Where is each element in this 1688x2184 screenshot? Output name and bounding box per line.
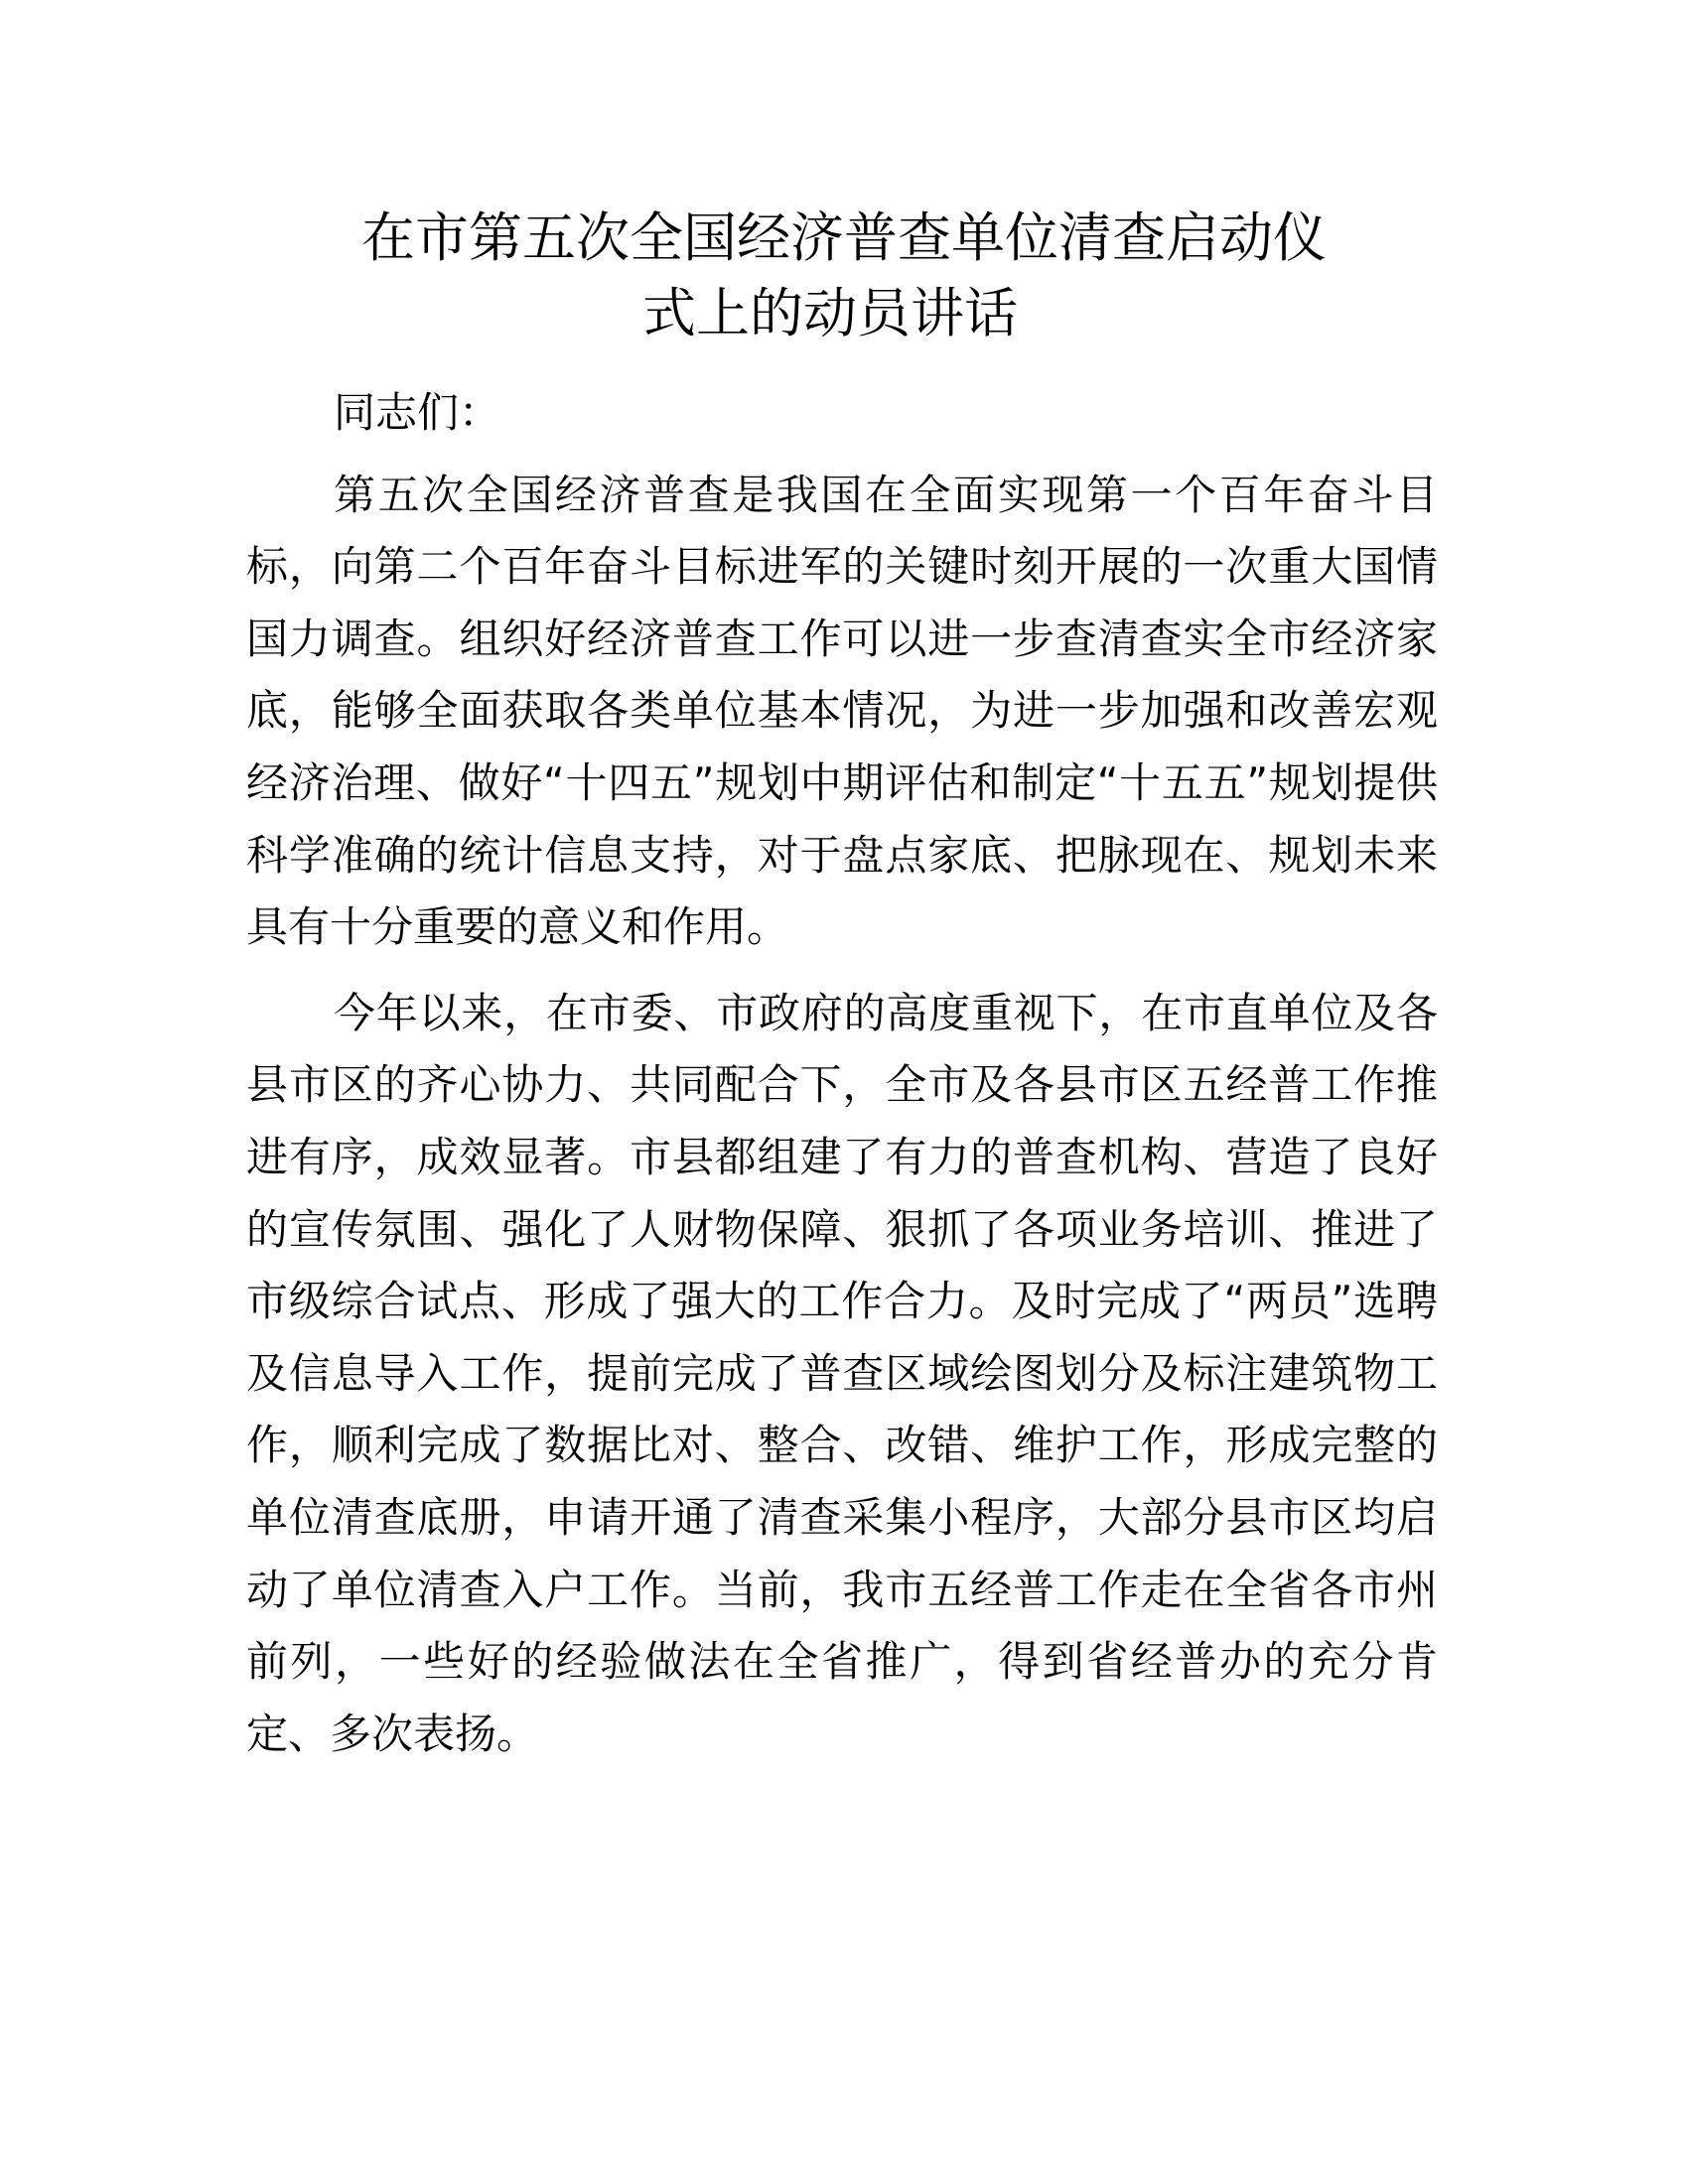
paragraph-1: 第五次全国经济普查是我国在全面实现第一个百年奋斗目标，向第二个百年奋斗目标进军的关键时刻开展的一次重大国情国力调查。组织好经济普查工作可以进一步查清查实全市经济家底，能够全面获取各类单位基本情况，为进一步加强和改善宏观经济治理、做好“十四五”规划中期评估和制定“十五五”规划提供科学准确的统计信息支持，对于盘点家底、把脉现在、规划未来具有十分重要的意义和作用。 xyxy=(246,470,1438,952)
document-title xyxy=(248,201,1440,351)
paragraph-2: 今年以来，在市委、市政府的高度重视下，在市直单位及各县市区的齐心协力、共同配合下，全市及各县市区五经普工作推进有序，成效显著。市县都组建了有力的普查机构、营造了良好的宣传氛围、强化了人财物保障、狠抓了各项业务培训、推进了市级综合试点、形成了强大的工作合力。及时完成了“两员”选聘及信息导入工作，提前完成了普查区域绘图划分及标注建筑物工作，顺利完成了数据比对、整合、改错、维护工作，形成完整的单位清查底册，申请开通了清查采集小程序，大部分县市区均启动了单位清查入户工作。当前，我市五经普工作走在全省各市州前列，一些好的经验做法在全省推广，得到省经普办的充分肯定、多次表扬。 xyxy=(246,988,1438,1758)
salutation: 同志们： xyxy=(334,388,501,437)
title-line-2: 式上的动员讲话 xyxy=(642,282,1018,344)
title-line-1: 在市第五次全国经济普查单位清查启动仪 xyxy=(361,206,1327,269)
document-body xyxy=(246,377,1438,1770)
